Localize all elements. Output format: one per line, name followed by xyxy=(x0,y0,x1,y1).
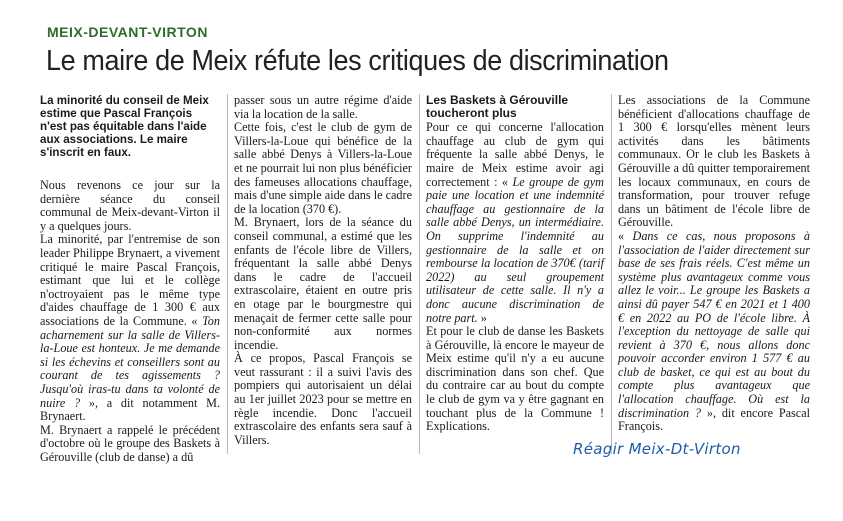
paragraph: La minorité, par l'entremise de son leader Philippe Brynaert, a vivement critiqué le maire Pascal François, estimant que lui et le collège n'octroyaient pas le même type d'aides chauffage de 1 300 € aux associations de la Commune. « Ton acharnement sur la salle de Villers-la-Loue est honteux. Je me demande si les échevins et conseillers sont au courant de tes agissements ? Jusqu'où iras-tu dans ta volonté de nuire ? », a dit notamment M. Brynaert. xyxy=(40,232,220,424)
column-divider xyxy=(419,94,420,454)
article-headline: Le maire de Meix réfute les critiques de discrimination xyxy=(46,45,669,77)
column-1 xyxy=(40,94,220,464)
reagir-link[interactable]: Réagir Meix-Dt-Virton xyxy=(573,440,741,458)
kicker-location: MEIX-DEVANT-VIRTON xyxy=(47,24,208,40)
article-lead: La minorité du conseil de Meix estime que Pascal François n'est pas équitable dans l'aide aux associations. Le maire s'inscrit en faux. xyxy=(40,94,209,159)
paragraph: Nous revenons ce jour sur la dernière séance du conseil communal de Meix-devant-Virton il y a quelques jours. xyxy=(40,178,220,233)
paragraph: passer sous un autre régime d'aide via la location de la salle. xyxy=(234,93,412,121)
subheading: Les Baskets à Gérouville toucheront plus xyxy=(426,93,569,120)
column-divider xyxy=(611,94,612,454)
column-divider xyxy=(227,94,228,454)
paragraph: À ce propos, Pascal François se veut rassurant : il a suivi l'avis des pompiers qui autorisaient un délai au 1er juillet 2023 pour se mettre en règle incendie. Donc l'accueil extrascolaire des enfants sera sauf à Villers. xyxy=(234,351,412,447)
paragraph: M. Brynaert a rappelé le précédent d'octobre où le groupe des Baskets à Gérouville (club de danse) a dû xyxy=(40,422,220,464)
paragraph: « Dans ce cas, nous proposons à l'association de l'aider directement sur base de ses frais réels. C'est même un système plus avantageux comme vous allez le voir... Le groupe les Baskets a ainsi dû payer 547 € en 2021 et 1 400 € en 2022 au PO de l'école libre. À l'exception du nettoyage de salle qui revient à 370 €, nous allons donc pouvoir accorder environ 1 577 € au club de basket, ce qui est au bout du compte plus avantageux que l'allocation chauffage. Où est la discrimination ? », dit encore Pascal François. xyxy=(618,228,810,434)
paragraph: M. Brynaert, lors de la séance du conseil communal, a estimé que les enfants de l'école libre de Villers, fréquentant la salle abbé Denys dans le cadre de l'accueil extrascolaire, étaient en outre pris en otage par le bourgmestre qui menaçait de fermer cette salle pour non-conformité aux normes incendie. xyxy=(234,215,412,352)
paragraph: Les associations de la Commune bénéficient d'allocations chauffage de 1 300 € lorsqu'elles mènent leurs activités dans les bâtiments communaux. Or le club les Baskets à Gérouville a dû quitter temporairement les locaux communaux, en cours de transformation, pour trouver refuge dans un bâtiment de l'école libre de Gérouville. xyxy=(618,93,810,230)
paragraph: Pour ce qui concerne l'allocation chauffage au club de gym qui fréquente la salle abbé Denys, le maire de Meix estime avoir agi correctement : « Le groupe de gym paie une location et une indemnité chauffage au gestionnaire de la salle abbé Denys, un intermédiaire. On supprime l'indemnité au gestionnaire de la salle et on rembourse la location de 370€ (tarif 2022) au seul groupement utilisateur de cette salle. Il n'y a donc aucune discrimination de notre part. » xyxy=(426,120,604,325)
column-3 xyxy=(426,94,604,434)
column-2 xyxy=(234,94,412,447)
column-4 xyxy=(618,94,810,434)
paragraph: Et pour le club de danse les Baskets à Gérouville, là encore le mayeur de Meix estime qu'il n'y a eu aucune discrimination dans son chef. Que du contraire car au bout du compte le club de gym va y être gagnant en touchant plus de la Commune ! Explications. xyxy=(426,324,604,434)
paragraph: Cette fois, c'est le club de gym de Villers-la-Loue qui bénéfice de la salle abbé Denys à Villers-la-Loue et ne pourrait lui non plus bénéficier des fameuses allocations chauffage, mais d'une simple aide dans le cadre de la location (370 €). xyxy=(234,120,412,216)
